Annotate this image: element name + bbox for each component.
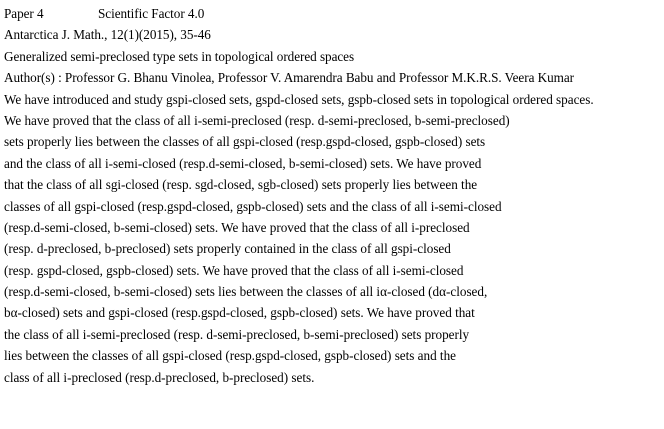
abstract-line: (resp.d-semi-closed, b-semi-closed) sets lies between the classes of all iα-closed (dα-closed, [4,284,488,300]
journal-citation: Antarctica J. Math., 12(1)(2015), 35-46 [4,27,211,43]
abstract-line: bα-closed) sets and gspi-closed (resp.gspd-closed, gspb-closed) sets. We have proved that [4,305,475,321]
abstract-line: the class of all i-semi-preclosed (resp. d-semi-preclosed, b-semi-preclosed) sets properly [4,326,470,342]
abstract-line: We have introduced and study gspi-closed sets, gspd-closed sets, gspb-closed sets in topological ordered spaces. [4,91,594,107]
paper-entry [4,3,660,388]
paper-number: Paper 4 [4,6,44,21]
abstract-line: (resp.d-semi-closed, b-semi-closed) sets. We have proved that the class of all i-preclosed [4,219,470,235]
abstract-line: that the class of all sgi-closed (resp. sgd-closed, sgb-closed) sets properly lies between the [4,177,478,193]
abstract-line: (resp. gspd-closed, gspb-closed) sets. We have proved that the class of all i-semi-closed [4,262,464,278]
paper-title: Generalized semi-preclosed type sets in topological ordered spaces [4,48,355,64]
scientific-factor: Scientific Factor 4.0 [98,6,205,21]
paper-authors: Author(s) : Professor G. Bhanu Vinolea, Professor V. Amarendra Babu and Professor M.K.R.S. Veera Kumar [4,70,575,86]
paper-header [4,3,660,24]
abstract-line: class of all i-preclosed (resp.d-preclosed, b-preclosed) sets. [4,369,315,385]
abstract-line: and the class of all i-semi-closed (resp.d-semi-closed, b-semi-closed) sets. We have proved [4,155,482,171]
abstract [4,89,660,388]
abstract-line: sets properly lies between the classes of all gspi-closed (resp.gspd-closed, gspb-closed) sets [4,134,486,150]
abstract-line: (resp. d-preclosed, b-preclosed) sets properly contained in the class of all gspi-closed [4,241,451,257]
abstract-line: We have proved that the class of all i-semi-preclosed (resp. d-semi-preclosed, b-semi-preclosed) [4,112,510,128]
abstract-line: lies between the classes of all gspi-closed (resp.gspd-closed, gspb-closed) sets and the [4,348,456,364]
abstract-line: classes of all gspi-closed (resp.gspd-closed, gspb-closed) sets and the class of all i-semi-closed [4,198,502,214]
